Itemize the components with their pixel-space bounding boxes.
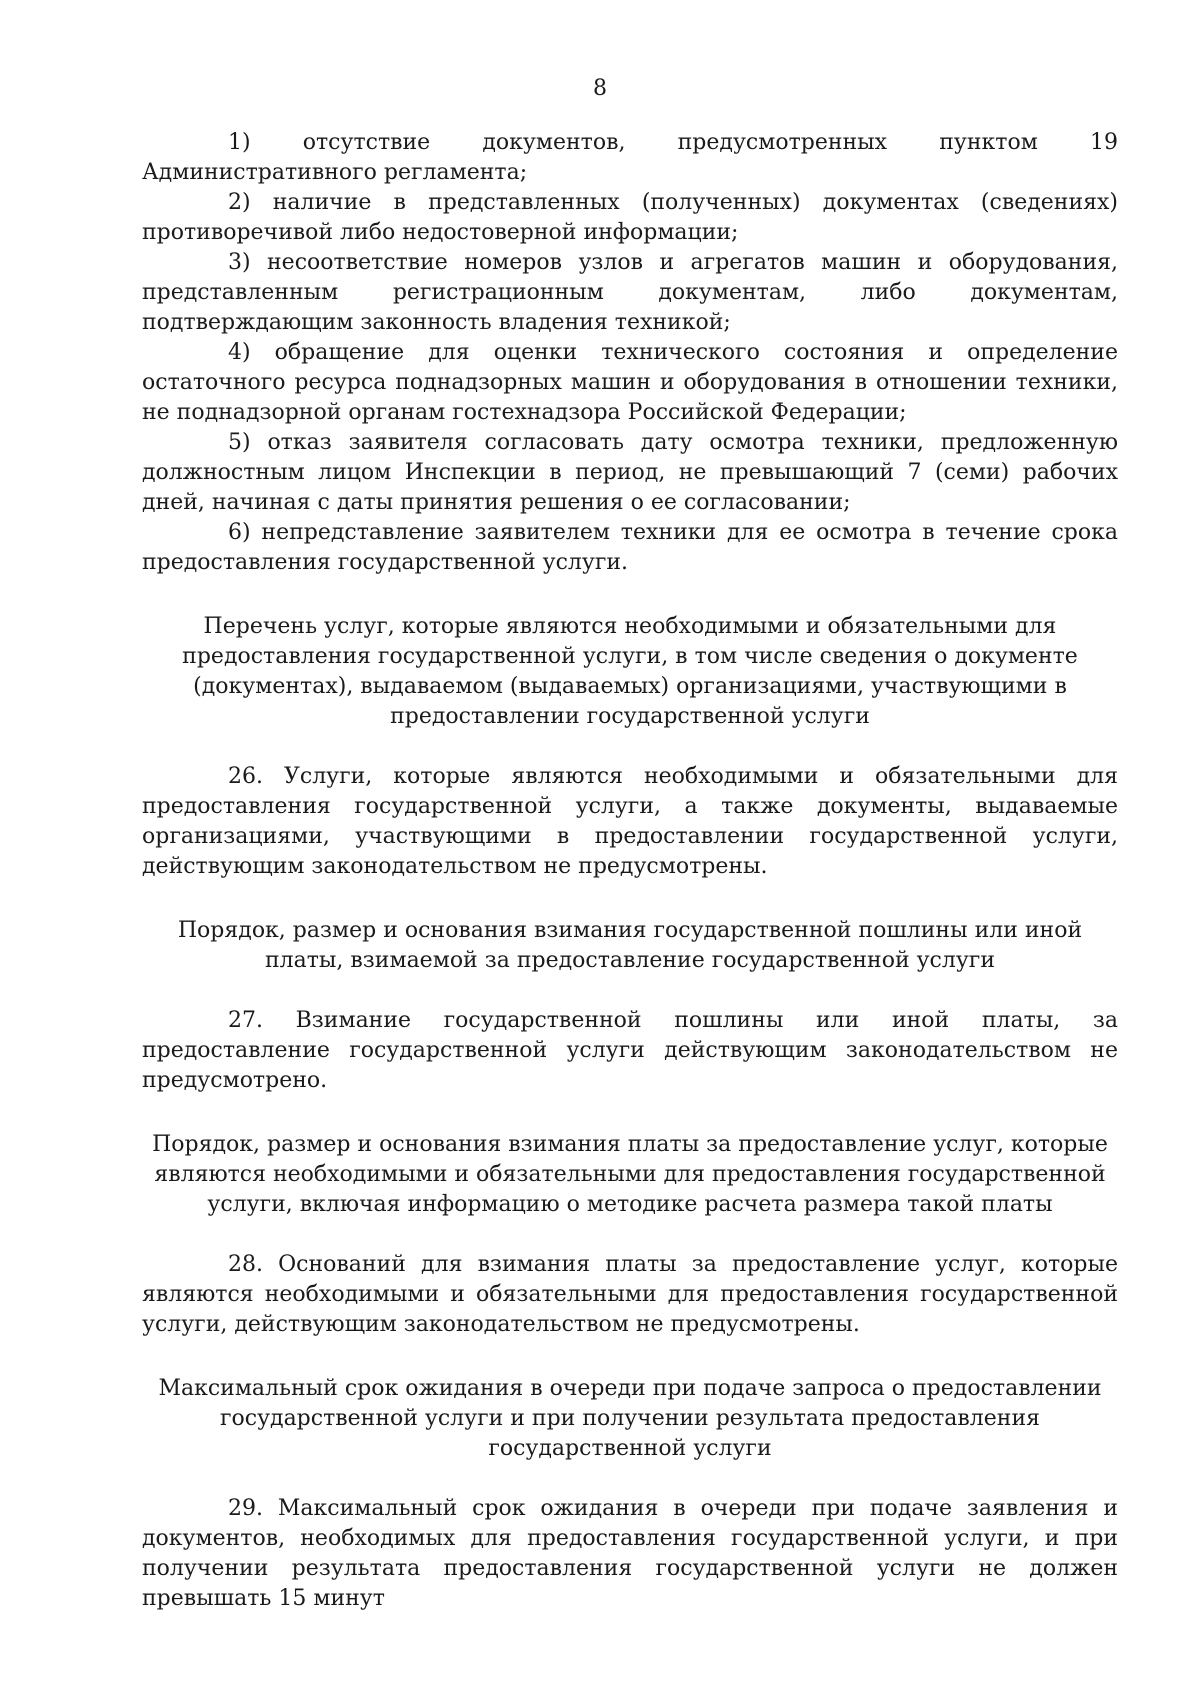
section-heading-state-fee: Порядок, размер и основания взимания государственной пошлины или иной платы, взимаемой за предоставление государственной услуги [177, 918, 1083, 973]
list-item-3: 3) несоответствие номеров узлов и агрегатов машин и оборудования, представленным регистрационным документам, либо документам, подтверждающим законность владения техникой; [142, 250, 1118, 335]
paragraph-27: 27. Взимание государственной пошлины или иной платы, за предоставление государственной услуги действующим законодательством не предусмотрено. [142, 1008, 1118, 1093]
list-item-1: 1) отсутствие документов, предусмотренных пунктом 19 Административного регламента; [142, 130, 1118, 185]
section-heading-queue-time: Максимальный срок ожидания в очереди при подаче запроса о предоставлении государственной услуги и при получении результата предоставления государственной услуги [158, 1376, 1102, 1461]
document-body [142, 128, 1118, 1614]
paragraph-28: 28. Оснований для взимания платы за предоставление услуг, которые являются необходимыми и обязательными для предоставления государственной услуги, действующим законодательством не предусмотрены. [142, 1252, 1118, 1337]
list-item-6: 6) непредставление заявителем техники для ее осмотра в течение срока предоставления государственной услуги. [142, 520, 1118, 575]
paragraph-26: 26. Услуги, которые являются необходимыми и обязательными для предоставления государственной услуги, а также документы, выдаваемые организациями, участвующими в предоставлении государственной услуги, действующим законодательством не предусмотрены. [142, 764, 1118, 879]
section-heading-service-fee: Порядок, размер и основания взимания платы за предоставление услуг, которые являются необходимыми и обязательными для предоставления государственной услуги, включая информацию о методике расчета размера такой платы [152, 1132, 1108, 1217]
list-item-5: 5) отказ заявителя согласовать дату осмотра техники, предложенную должностным лицом Инспекции в период, не превышающий 7 (семи) рабочих дней, начиная с даты принятия решения о ее согласовании; [142, 430, 1118, 515]
list-item-2: 2) наличие в представленных (полученных) документах (сведениях) противоречивой либо недостоверной информации; [142, 190, 1118, 245]
paragraph-29: 29. Максимальный срок ожидания в очереди при подаче заявления и документов, необходимых для предоставления государственной услуги, и при получении результата предоставления государственной услуги не должен превышать 15 минут [142, 1496, 1118, 1611]
page-number: 8 [593, 76, 607, 101]
section-heading-services: Перечень услуг, которые являются необходимыми и обязательными для предоставления государственной услуги, в том числе сведения о документе (документах), выдаваемом (выдаваемых) организациями, участвующими в предоставлении государственной услуги [182, 614, 1078, 729]
list-item-4: 4) обращение для оценки технического состояния и определение остаточного ресурса поднадзорных машин и оборудования в отношении техники, не поднадзорной органам гостехнадзора Российской Федерации; [142, 340, 1118, 425]
